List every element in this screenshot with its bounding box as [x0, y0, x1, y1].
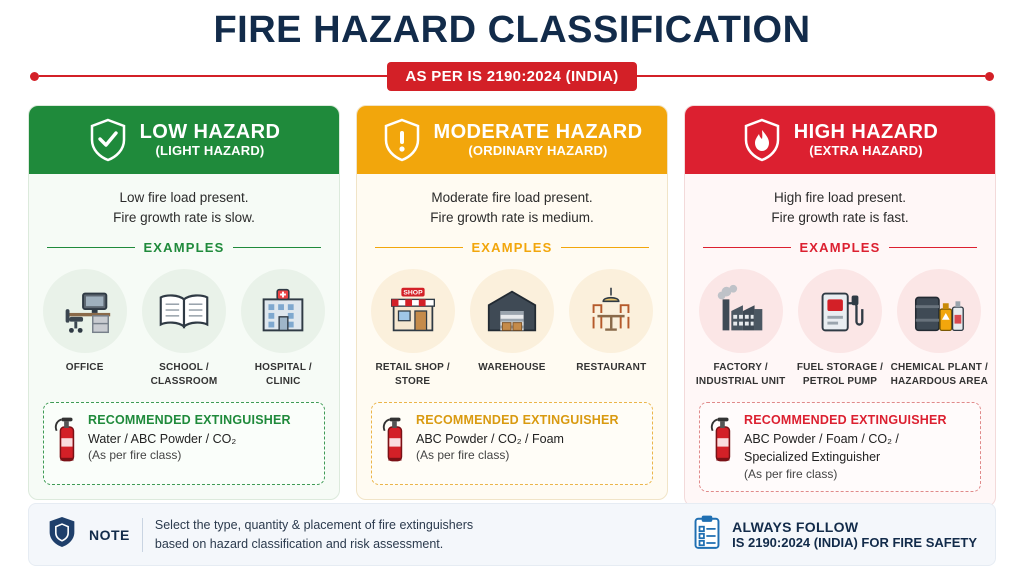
- example-caption-factory-line1: FACTORY /: [713, 362, 768, 374]
- examples-divider-left-high: [703, 247, 791, 248]
- example-caption-fuel-storage-line1: FUEL STORAGE /: [796, 362, 884, 374]
- hazard-description-moderate: [357, 174, 667, 241]
- example-item-retail-shop: [363, 269, 462, 388]
- hazard-description-high-line2: Fire growth rate is fast.: [771, 210, 909, 226]
- hazard-card-high: [684, 105, 996, 507]
- hazard-description-low-line1: Low fire load present.: [119, 189, 249, 205]
- shield-check-icon: [88, 118, 128, 162]
- footer-follow-group: [692, 514, 977, 555]
- factory-smokestack-icon: [699, 269, 783, 353]
- example-caption-chemical-plant: [890, 361, 989, 388]
- example-caption-office-line1: OFFICE: [65, 362, 104, 374]
- shield-icon: [47, 515, 77, 554]
- examples-label-row-high: [685, 240, 995, 255]
- example-caption-fuel-storage: [790, 361, 889, 388]
- hazard-description-moderate-line1: Moderate fire load present.: [431, 189, 593, 205]
- example-caption-hospital: [234, 361, 333, 388]
- rule-line-left: [39, 75, 387, 77]
- shield-exclamation-icon: [382, 118, 422, 162]
- recommended-line2-low: (As per fire class): [88, 448, 182, 463]
- hazard-description-low-line2: Fire growth rate is slow.: [113, 210, 255, 226]
- recommended-extinguisher-high: [699, 402, 981, 491]
- recommended-title-low: RECOMMENDED EXTINGUISHER: [88, 413, 291, 428]
- recommended-line2-high: Specialized Extinguisher: [744, 450, 881, 465]
- fire-extinguisher-icon: [380, 413, 408, 474]
- recommended-line1-high: ABC Powder / Foam / CO₂ /: [744, 432, 899, 447]
- recommended-line1-moderate: ABC Powder / CO₂ / Foam: [416, 432, 564, 447]
- clipboard-checklist-icon: [692, 514, 722, 555]
- examples-label-row-low: [29, 240, 339, 255]
- hazard-subtitle-high: (EXTRA HAZARD): [809, 142, 923, 158]
- follow-title: ALWAYS FOLLOW: [732, 519, 859, 535]
- examples-divider-left-low: [47, 247, 135, 248]
- recommended-line2-moderate: (As per fire class): [416, 448, 510, 463]
- hazard-description-high-line1: High fire load present.: [773, 189, 907, 205]
- footer-note-group: [47, 515, 678, 554]
- note-label: NOTE: [89, 526, 130, 543]
- hazard-card-moderate: [356, 105, 668, 501]
- hazard-card-high-header: [685, 106, 995, 174]
- restaurant-table-icon: [569, 269, 653, 353]
- recommended-line3-high: (As per fire class): [744, 466, 838, 481]
- note-text: [155, 516, 473, 552]
- examples-label-low: EXAMPLES: [143, 240, 225, 256]
- fuel-pump-icon: [798, 269, 882, 353]
- warehouse-icon: [470, 269, 554, 353]
- example-caption-chemical-plant-line1: CHEMICAL PLANT /: [890, 362, 989, 374]
- hazard-title-low: LOW HAZARD: [139, 120, 281, 143]
- hazard-description-low: [29, 174, 339, 241]
- fire-extinguisher-icon: [708, 413, 736, 474]
- svg-text:SHOP: SHOP: [403, 289, 423, 297]
- example-caption-office: [35, 361, 134, 375]
- examples-divider-right-low: [233, 247, 321, 248]
- recommended-title-high: RECOMMENDED EXTINGUISHER: [744, 413, 947, 428]
- open-book-icon: [142, 269, 226, 353]
- examples-label-row-moderate: [357, 240, 667, 255]
- office-desk-icon: [43, 269, 127, 353]
- hazard-subtitle-moderate: (ORDINARY HAZARD): [468, 142, 608, 158]
- example-caption-warehouse: [462, 361, 561, 375]
- example-item-office: [35, 269, 134, 388]
- example-caption-retail-shop-line2: STORE: [395, 375, 431, 387]
- hazard-subtitle-low: (LIGHT HAZARD): [155, 142, 265, 158]
- hazard-title-moderate: MODERATE HAZARD: [433, 120, 643, 143]
- hazard-card-moderate-header: [357, 106, 667, 174]
- examples-row-high: [685, 261, 995, 388]
- hazard-description-moderate-line2: Fire growth rate is medium.: [430, 210, 594, 226]
- examples-label-moderate: EXAMPLES: [471, 240, 553, 256]
- examples-label-high: EXAMPLES: [799, 240, 881, 256]
- recommended-title-moderate: RECOMMENDED EXTINGUISHER: [416, 413, 619, 428]
- example-caption-school-line1: SCHOOL /: [159, 362, 209, 374]
- example-caption-hospital-line2: CLINIC: [266, 375, 301, 387]
- shield-flame-icon: [742, 118, 782, 162]
- example-caption-hospital-line1: HOSPITAL /: [254, 362, 312, 374]
- example-caption-warehouse-line1: WAREHOUSE: [478, 362, 546, 374]
- rule-dot-left: [30, 72, 39, 81]
- note-text-line2: based on hazard classification and risk assessment.: [154, 536, 444, 551]
- chemical-drum-icon: [897, 269, 981, 353]
- recommended-extinguisher-low: [43, 402, 325, 485]
- example-caption-fuel-storage-line2: PETROL PUMP: [802, 375, 878, 387]
- example-item-school: [134, 269, 233, 388]
- hospital-building-icon: [241, 269, 325, 353]
- hazard-title-high: HIGH HAZARD: [793, 120, 939, 143]
- hazard-description-high: [685, 174, 995, 241]
- examples-divider-right-moderate: [561, 247, 649, 248]
- page-title: FIRE HAZARD CLASSIFICATION: [213, 9, 811, 51]
- example-caption-school-line2: CLASSROOM: [150, 375, 218, 387]
- footer-divider: [142, 518, 143, 552]
- examples-row-moderate: [357, 261, 667, 388]
- hazard-columns: [0, 91, 1024, 507]
- recommended-extinguisher-moderate: [371, 402, 653, 485]
- recommended-line1-low: Water / ABC Powder / CO₂: [88, 432, 237, 447]
- rule-dot-right: [985, 72, 994, 81]
- example-caption-retail-shop: [363, 361, 462, 388]
- examples-row-low: [29, 261, 339, 388]
- example-item-chemical-plant: [890, 269, 989, 388]
- example-caption-retail-shop-line1: RETAIL SHOP /: [375, 362, 450, 374]
- example-caption-restaurant-line1: RESTAURANT: [576, 362, 647, 374]
- example-item-warehouse: [462, 269, 561, 388]
- footer-note-bar: [28, 503, 996, 566]
- note-text-line1: Select the type, quantity & placement of fire extinguishers: [154, 518, 474, 533]
- example-caption-restaurant: [562, 361, 661, 375]
- examples-divider-left-moderate: [375, 247, 463, 248]
- subtitle-badge: AS PER IS 2190:2024 (INDIA): [387, 62, 636, 91]
- example-caption-factory-line2: INDUSTRIAL UNIT: [695, 375, 786, 387]
- example-caption-factory: [691, 361, 790, 388]
- rule-line-right: [637, 75, 985, 77]
- examples-divider-right-high: [889, 247, 977, 248]
- subtitle-rule-row: [0, 62, 1024, 91]
- example-item-fuel-storage: [790, 269, 889, 388]
- retail-shop-icon: [371, 269, 455, 353]
- example-item-hospital: [234, 269, 333, 388]
- hazard-card-low: [28, 105, 340, 501]
- hazard-card-low-header: [29, 106, 339, 174]
- example-item-restaurant: [562, 269, 661, 388]
- example-item-factory: [691, 269, 790, 388]
- example-caption-chemical-plant-line2: HAZARDOUS AREA: [890, 375, 989, 387]
- example-caption-school: [134, 361, 233, 388]
- follow-subtitle: IS 2190:2024 (INDIA) FOR FIRE SAFETY: [732, 535, 977, 550]
- fire-extinguisher-icon: [52, 413, 80, 474]
